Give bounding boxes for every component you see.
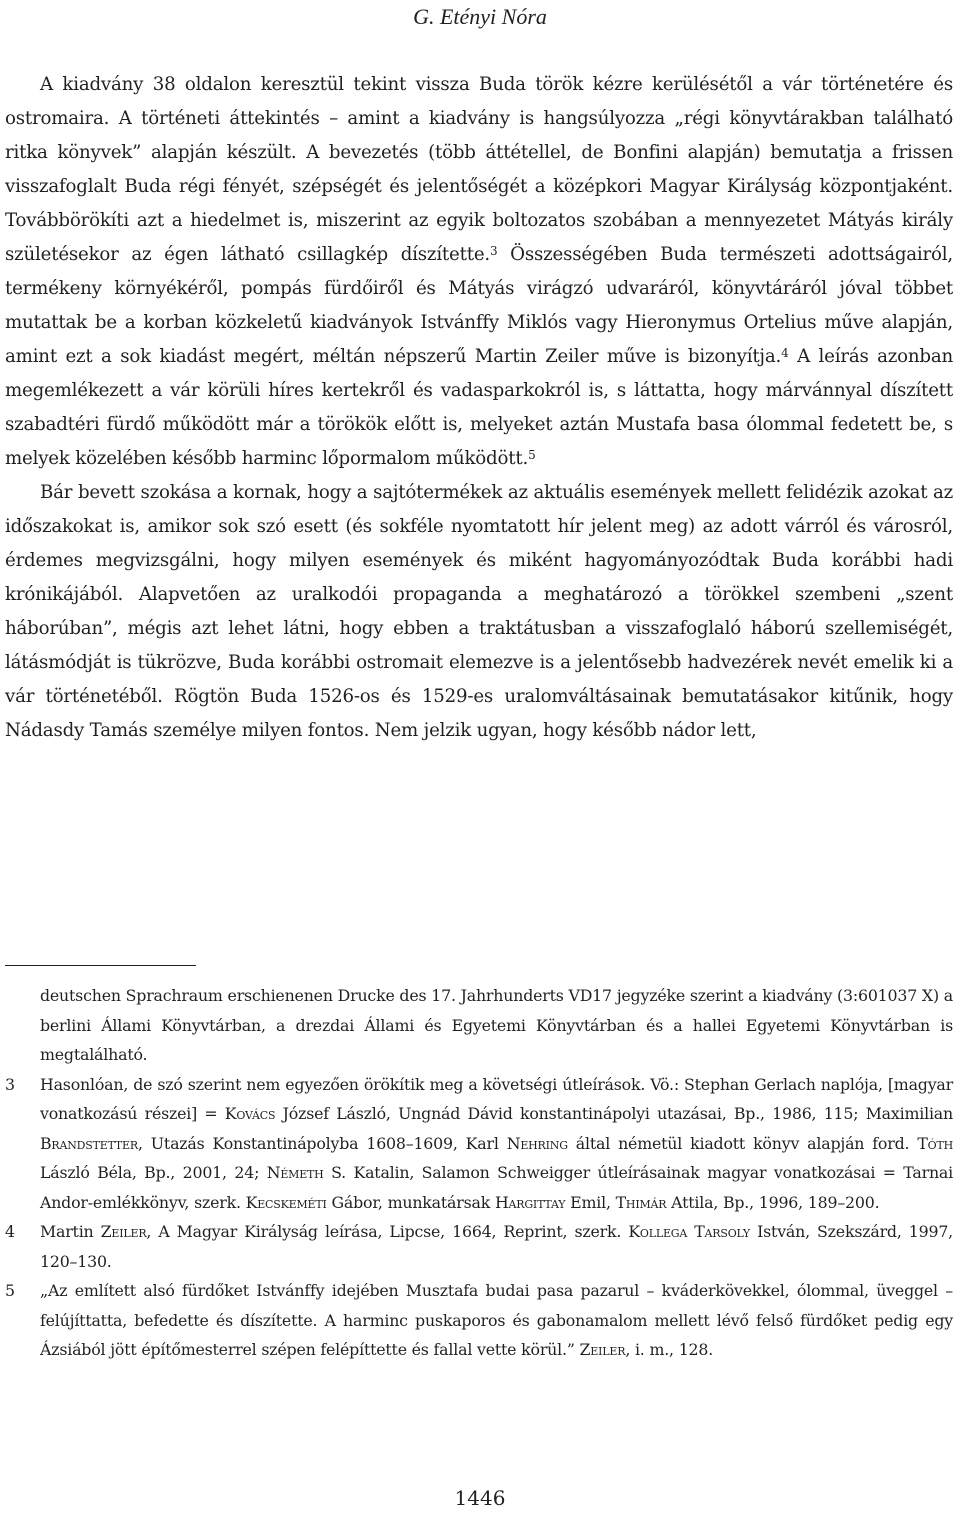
author-kovacs: Kovács <box>224 1104 276 1123</box>
footnote-4-text <box>40 1222 953 1271</box>
paragraph-2: Bár bevett szokása a kornak, hogy a sajtótermékek az aktuális események mellett felidézik azokat az időszakokat is, amikor sok szó esett (és sokféle nyomtatott hír jelent meg) az adott várról és városról, érdemes megvizsgálni, hogy milyen események és miként hagyományozódtak Buda korábbi hadi krónikájából. Alapvetően az uralkodói propaganda a meghatározó a törökkel szembeni „szent háborúban”, mégis azt lehet látni, hogy ebben a traktátusban a visszafoglaló háború szellemiségét, látásmódját is tükrözve, Buda korábbi ostromait elemezve is a jelentősebb hadvezérek nevét emelik ki a vár történetéből. Rögtön Buda 1526-os és 1529-es uralomváltásainak bemutatásakor kitűnik, hogy Nádasdy Tamás személye milyen fontos. Nem jelzik ugyan, hogy később nádor lett, <box>5 482 953 741</box>
fn3-i: Attila, Bp., 1996, 189–200. <box>666 1192 880 1212</box>
fn4-b: , A Magyar Királyság leírása, Lipcse, 1664, Reprint, szerk. <box>146 1222 629 1241</box>
author-zeiler: Zeiler <box>100 1222 147 1241</box>
author-zeiler-2: Zeiler <box>579 1340 626 1359</box>
main-text <box>5 68 953 748</box>
footnote-4-number: 4 <box>5 1222 15 1241</box>
fn3-b: József László, Ungnád Dávid konstantinápolyi utazásai, Bp., 1986, 115; Maximilian <box>275 1104 953 1123</box>
footnote-ref-4: 4 <box>781 346 789 360</box>
paragraph-1-text-c: A leírás azonban megemlékezett a vár körüli híres kertekről és vadasparkokról is, s láttatta, hogy márvánnyal díszített szabadtéri fürdő működött már a törökök előtt is, melyeket aztán Mustafa basa ólommal fedetett be, s melyek közelében később harminc lőpormalom működött. <box>5 346 953 469</box>
paragraph-1-text-a: A kiadvány 38 oldalon keresztül tekint vissza Buda török kézre kerülésétől a vár történetére és ostromaira. A történeti áttekintés – amint a kiadvány is hangsúlyozza „régi könyvtárakban található ritka könyvek” alapján készült. A bevezetés (több áttétellel, de Bonfini alapján) bemutatja a frissen visszafoglalt Buda régi fényét, szépségét és jelentőségét a középkori Magyar Királyság központjaként. Továbbörökíti azt a hiedelmet is, miszerint az egyik boltozatos szobában a mennyezetet Mátyás király születésekor az égen látható csillagkép díszítette. <box>5 74 953 265</box>
fn5-a: „Az említett alsó fürdőket Istvánffy idejében Musztafa budai pasa pazarul – kváderkövekkel, ólommal, üveggel – felújíttatta, befedette és díszítette. A harminc puskaporos és gabonamalom mellett lévő felső fürdőket pedig egy Ázsiából jött építőmesterrel szépen felépíttette és fallal vette körül.” <box>40 1281 953 1359</box>
fn5-b: , i. m., 128. <box>625 1340 714 1359</box>
footnote-ref-3: 3 <box>489 244 498 258</box>
fn3-a: Hasonlóan, de szó szerint nem egyezően örökítik meg a követségi útleírások. Vö.: Stephan Gerlach naplója, [magyar vonatkozású részei] = <box>40 1074 953 1123</box>
page-number: 1446 <box>454 1486 506 1510</box>
fn3-f: S. Katalin, Salamon Schweigger útleírásainak magyar vonatkozásai = Tarnai Andor-emlékkönyv, szerk. <box>40 1163 953 1212</box>
running-header: G. Etényi Nóra <box>413 4 547 29</box>
paragraph-1 <box>5 68 953 476</box>
footnote-ref-5: 5 <box>528 448 536 462</box>
footnote-4 <box>5 1217 953 1276</box>
footnote-separator <box>5 965 196 966</box>
author-nemeth: Németh <box>266 1163 324 1182</box>
footnote-continued-text: deutschen Sprachraum erschienenen Drucke des 17. Jahrhunderts VD17 jegyzéke szerint a kiadvány (3:601037 X) a berlini Állami Könyvtárban, a drezdai Állami és Egyetemi Könyvtárban és a hallei Egyetemi Könyvtárban is megtalálható. <box>40 986 953 1064</box>
footnote-continued <box>5 981 953 1070</box>
footnote-5-number: 5 <box>5 1281 15 1300</box>
fn3-e: László Béla, Bp., 2001, 24; <box>40 1163 267 1182</box>
footnote-5-text <box>40 1281 953 1359</box>
footnote-3 <box>5 1070 953 1218</box>
author-toth: Tóth <box>917 1133 953 1153</box>
author-thimar: Thimár <box>615 1192 667 1212</box>
author-nehring: Nehring <box>506 1133 568 1153</box>
author-brandstetter: Brandstetter <box>40 1133 138 1153</box>
footnote-5 <box>5 1276 953 1365</box>
fn4-c: István, Szekszárd, 1997, 120–130. <box>40 1222 953 1271</box>
fn3-g: Gábor, munkatársak <box>326 1192 495 1212</box>
footnote-3-number: 3 <box>5 1074 15 1094</box>
author-hargittay: Hargittay <box>494 1192 566 1212</box>
fn3-c: , Utazás Konstantinápolyba 1608–1609, Karl <box>137 1133 507 1153</box>
paragraph-1-text-b: Összességében Buda természeti adottságairól, termékeny környékéről, pompás fürdőiről és Mátyás virágzó udvaráról, könyvtáráról jóval többet mutattak be a korban közkeletű kiadványok Istvánffy Miklós vagy Hieronymus Ortelius műve alapján, amint ezt a sok kiadást megért, méltán népszerű Martin Zeiler műve is bizonyítja. <box>5 244 953 367</box>
author-kecskemeti: Kecskeméti <box>245 1192 327 1212</box>
fn3-h: Emil, <box>565 1192 616 1212</box>
fn4-a: Martin <box>40 1222 101 1241</box>
footnotes <box>5 981 953 1365</box>
fn3-d: által németül kiadott könyv alapján ford. <box>567 1133 918 1153</box>
footnote-3-text <box>40 1075 953 1212</box>
author-kollega-tarsoly: Kollega Tarsoly <box>628 1222 750 1241</box>
